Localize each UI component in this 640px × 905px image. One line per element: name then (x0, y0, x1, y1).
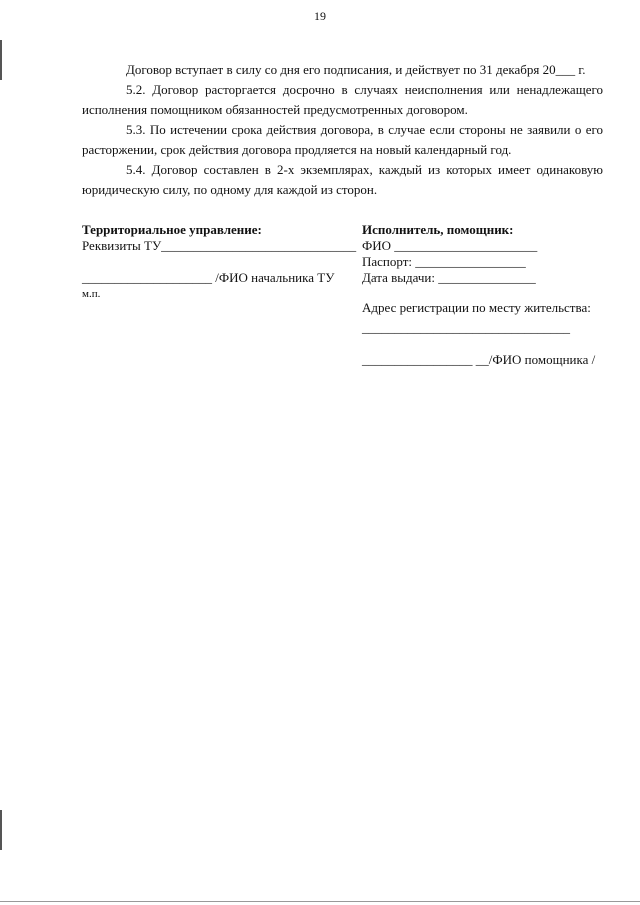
left-party-heading: Территориальное управление: (82, 222, 262, 237)
right-party-heading: Исполнитель, помощник: (362, 222, 514, 237)
scan-edge-mark-top (0, 40, 2, 80)
contract-body (82, 60, 603, 200)
scan-edge-mark-bottom (0, 810, 2, 850)
right-party-address-line: ________________________________ (362, 320, 570, 335)
right-party-block (362, 222, 612, 368)
paragraph-5-3: 5.3. По истечении срока действия договора, в случае если стороны не заявили о его расторжении, срок действия договора продляется на новый календарный год. (82, 122, 603, 157)
right-party-passport: Паспорт: _________________ (362, 254, 526, 269)
right-party-issue-date: Дата выдачи: _______________ (362, 270, 536, 285)
paragraph-5-2: 5.2. Договор расторгается досрочно в случаях неисполнения или ненадлежащего исполнения помощником обязанностей предусмотренных договором. (82, 82, 603, 117)
left-party-requisites: Реквизиты ТУ______________________________ (82, 238, 357, 253)
scan-bottom-edge (0, 901, 640, 902)
page-number: 19 (314, 9, 326, 23)
left-party-signature: ____________________ /ФИО начальника ТУ (82, 270, 335, 285)
right-party-signature: _________________ __/ФИО помощника / (362, 352, 596, 367)
paragraph-validity: Договор вступает в силу со дня его подписания, и действует по 31 декабря 20___ г. (126, 62, 586, 77)
left-party-block (82, 222, 357, 302)
right-party-fio: ФИО ______________________ (362, 238, 538, 253)
stamp-place-label: м.п. (82, 288, 101, 300)
paragraph-5-4: 5.4. Договор составлен в 2-х экземплярах, каждый из которых имеет одинаковую юридическую силу, по одному для каждой из сторон. (82, 162, 603, 197)
right-party-address-label: Адрес регистрации по месту жительства: (362, 300, 591, 315)
